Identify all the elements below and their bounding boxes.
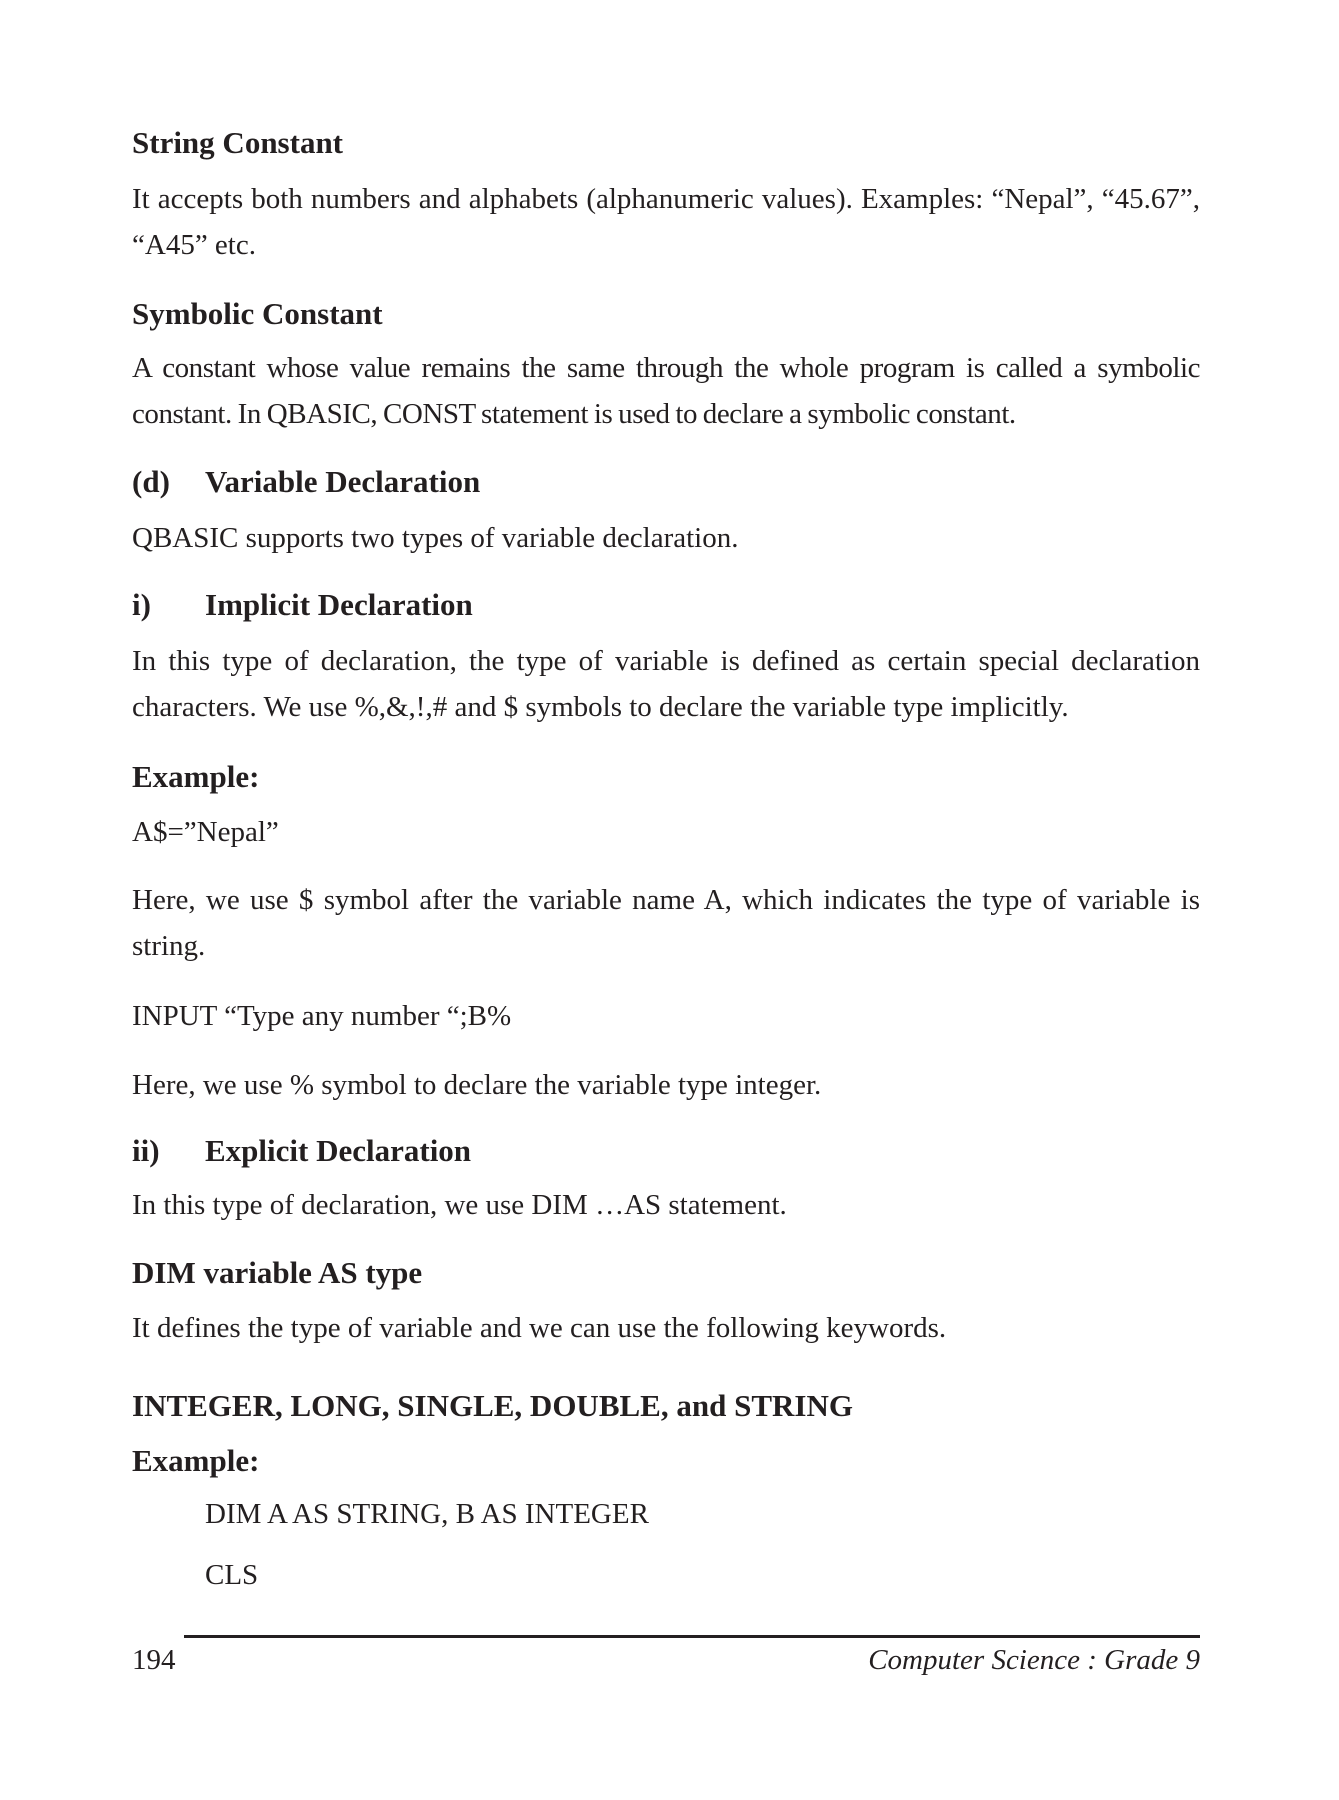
implicit-explanation-2: Here, we use % symbol to declare the variable type integer. (132, 1069, 822, 1101)
subsection-title: Explicit Declaration (205, 1133, 472, 1168)
dim-statement-heading: DIM variable AS type (132, 1255, 423, 1290)
section-title: Variable Declaration (205, 464, 481, 499)
dim-statement-body: It defines the type of variable and we can use the following keywords. (132, 1312, 947, 1344)
code-line: DIM A AS STRING, B AS INTEGER (205, 1498, 649, 1530)
implicit-declaration-heading (132, 586, 1200, 624)
variable-declaration-body: QBASIC supports two types of variable declaration. (132, 522, 739, 554)
implicit-explanation-1: Here, we use $ symbol after the variable name A, which indicates the type of variable is string. (132, 884, 1200, 962)
explicit-declaration-heading (132, 1132, 1200, 1170)
variable-declaration-heading (132, 463, 1200, 501)
book-title: Computer Science : Grade 9 (868, 1644, 1200, 1676)
string-constant-body: It accepts both numbers and alphabets (alphanumeric values). Examples: “Nepal”, “45.67”, “A45” etc. (132, 183, 1200, 261)
dim-example-heading: Example: (132, 1443, 260, 1478)
symbolic-constant-body: A constant whose value remains the same through the whole program is called a symbolic constant. In QBASIC, CONST statement is used to declare a symbolic constant. (132, 352, 1200, 430)
implicit-example-heading: Example: (132, 759, 260, 794)
subsection-number: ii) (132, 1133, 160, 1168)
page-number: 194 (132, 1644, 176, 1676)
symbolic-constant-heading: Symbolic Constant (132, 296, 383, 331)
section-number: (d) (132, 464, 170, 499)
code-line: CLS (205, 1559, 259, 1591)
string-constant-heading: String Constant (132, 125, 344, 160)
implicit-code-1: A$=”Nepal” (132, 816, 279, 848)
footer-rule (184, 1635, 1200, 1638)
implicit-code-2: INPUT “Type any number “;B% (132, 1000, 512, 1032)
subsection-title: Implicit Declaration (205, 587, 473, 622)
subsection-number: i) (132, 587, 151, 622)
keywords-heading: INTEGER, LONG, SINGLE, DOUBLE, and STRING (132, 1388, 853, 1423)
implicit-declaration-body: In this type of declaration, the type of variable is defined as certain special declaration characters. We use %,&,!,# and $ symbols to declare the variable type implicitly. (132, 645, 1200, 723)
explicit-declaration-body: In this type of declaration, we use DIM …AS statement. (132, 1189, 787, 1221)
